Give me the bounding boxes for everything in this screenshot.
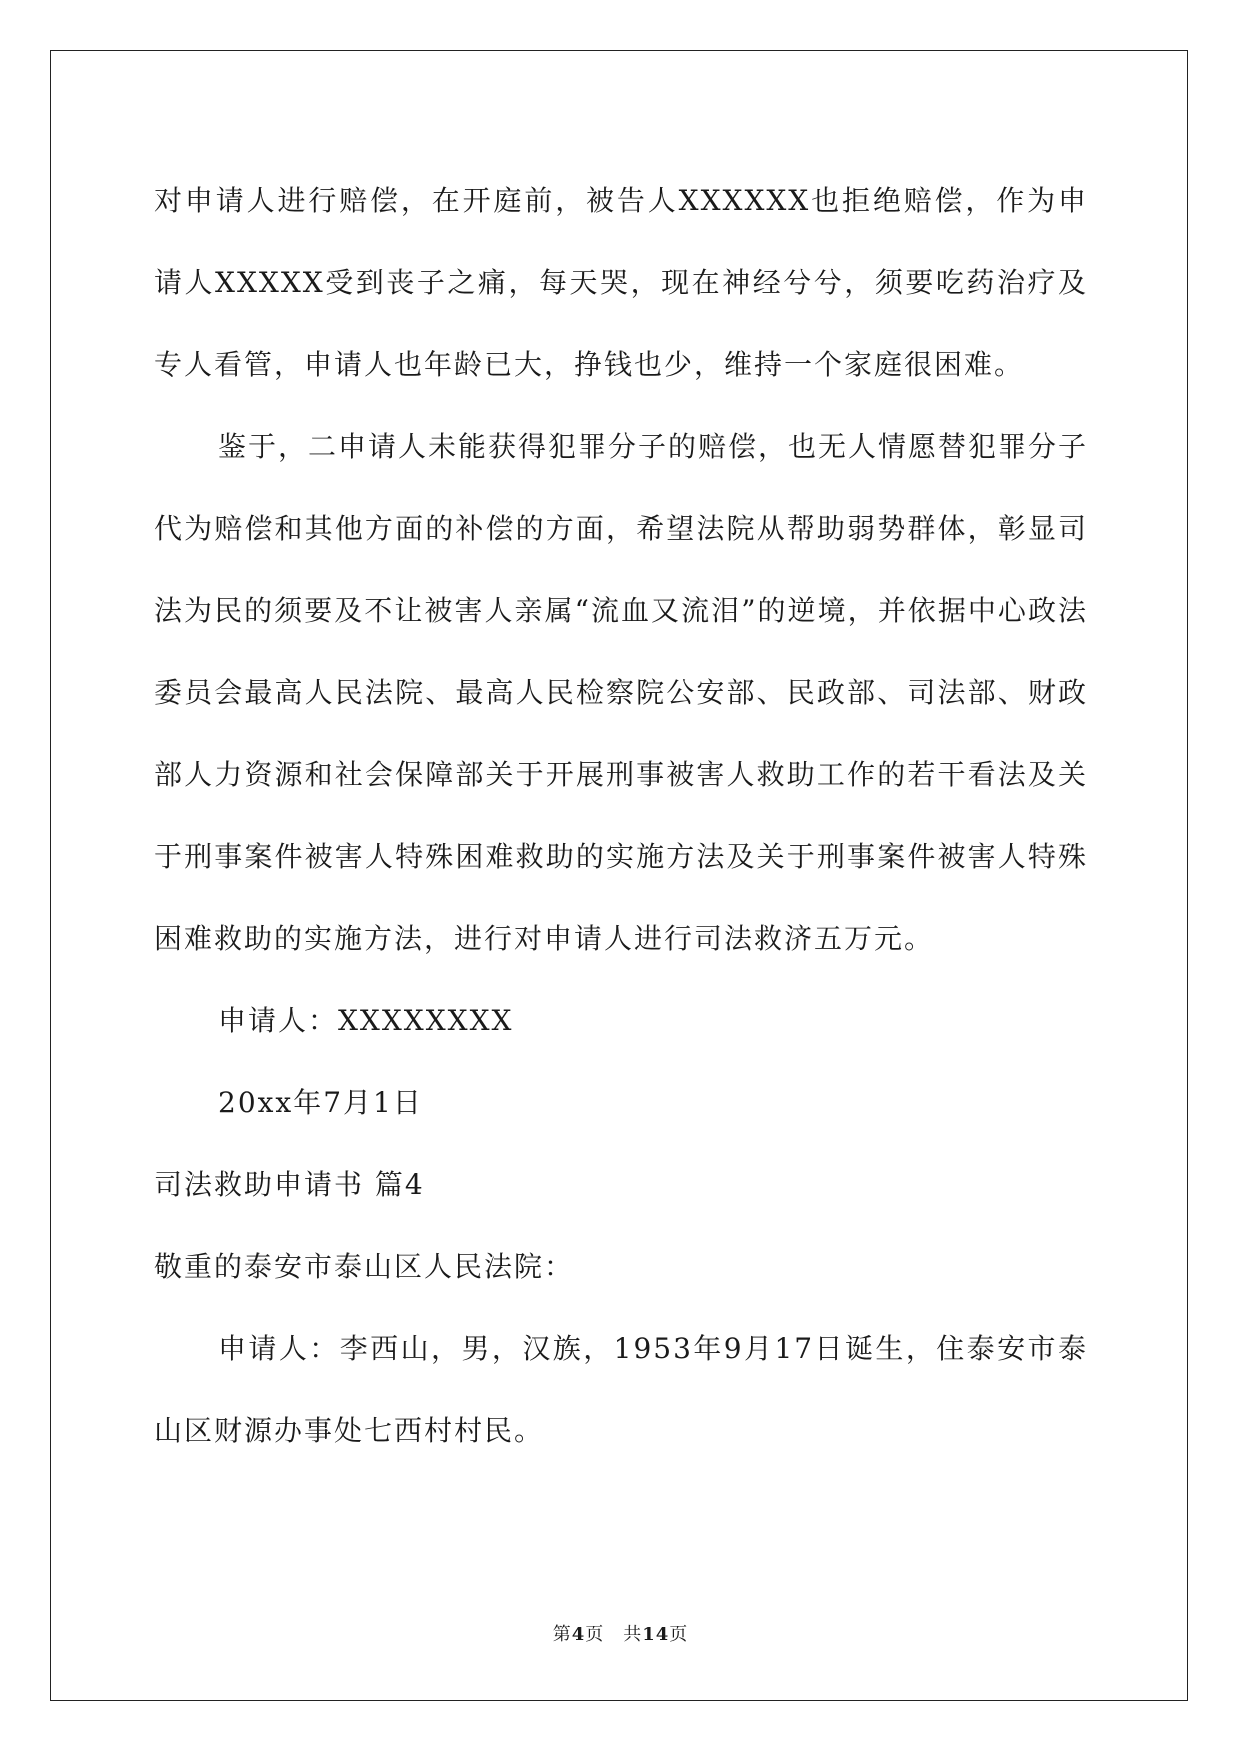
document-body	[154, 160, 1088, 1472]
footer-total-pages: 14	[642, 1624, 670, 1645]
paragraph-compensation-refusal: 对申请人进行赔偿，在开庭前，被告人XXXXXX也拒绝赔偿，作为申请人XXXXX受到丧子之痛，每天哭，现在神经兮兮，须要吃药治疗及专人看管，申请人也年龄已大，挣钱也少，维持一个家庭很困难。	[154, 184, 1088, 381]
document-date: 20xx年7月1日	[218, 1086, 423, 1119]
applicant-info: 申请人：李西山，男，汉族，1953年9月17日诞生，住泰安市泰山区财源办事处七西村村民。	[154, 1332, 1088, 1447]
applicant-signature: 申请人：XXXXXXXX	[218, 1004, 514, 1037]
footer-prefix: 第	[552, 1624, 572, 1645]
paragraph-request-reason: 鉴于，二申请人未能获得犯罪分子的赔偿，也无人情愿替犯罪分子代为赔偿和其他方面的补偿的方面，希望法院从帮助弱势群体，彰显司法为民的须要及不让被害人亲属“流血又流泪”的逆境，并依据中心政法委员会最高人民法院、最高人民检察院公安部、民政部、司法部、财政部人力资源和社会保障部关于开展刑事被害人救助工作的若干看法及关于刑事案件被害人特殊困难救助的实施方法及关于刑事案件被害人特殊困难救助的实施方法，进行对申请人进行司法救济五万元。	[154, 430, 1089, 955]
page-footer	[0, 1620, 1241, 1646]
section-heading: 司法救助申请书 篇4	[154, 1168, 425, 1201]
salutation: 敬重的泰安市泰山区人民法院：	[154, 1250, 575, 1283]
footer-current-page: 4	[571, 1624, 586, 1645]
footer-suffix: 页	[669, 1624, 689, 1645]
footer-mid: 页 共	[585, 1624, 643, 1645]
